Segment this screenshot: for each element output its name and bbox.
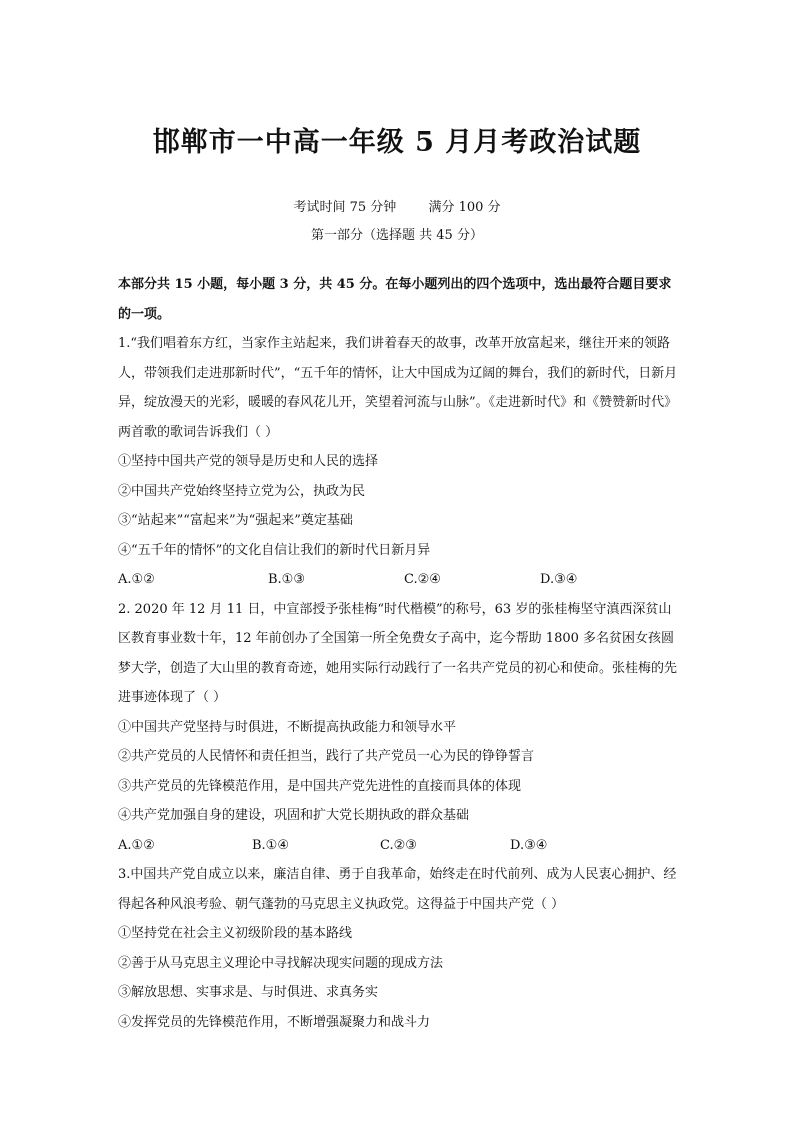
statement-item: ④发挥党员的先锋模范作用，不断增强凝聚力和战斗力 (118, 1014, 431, 1030)
statement-item: ③共产党员的先锋模范作用，是中国共产党先进性的直接而具体的体现 (118, 778, 522, 794)
question-list (118, 270, 678, 1037)
statement-item: ②善于从马克思主义理论中寻找解决现实问题的现成方法 (118, 955, 444, 971)
question-1 (118, 329, 678, 595)
statement-item: ④“五千年的情怀”的文化自信让我们的新时代日新月异 (118, 542, 431, 558)
answer-options (118, 831, 678, 861)
page-title: 邯郸市一中高一年级 5 月月考政治试题 (152, 127, 642, 158)
statement-item: ①中国共产党坚持与时俱进，不断提高执政能力和领导水平 (118, 719, 457, 735)
statement-item: ③解放思想、实事求是、与时俱进、求真务实 (118, 985, 379, 1000)
exam-score: 满分 100 分 (428, 200, 501, 215)
option-d: D.③④ (510, 837, 548, 853)
statement-item: ①坚持中国共产党的领导是历史和人民的选择 (118, 454, 379, 469)
option-c: C.②④ (404, 572, 441, 587)
option-b: B.①④ (252, 837, 289, 853)
statement-item: ②共产党员的人民情怀和责任担当，践行了共产党员一心为民的铮铮誓言 (118, 749, 535, 764)
exam-time: 考试时间 75 分钟 (293, 200, 397, 215)
statement-item: ④共产党加强自身的建设，巩固和扩大党长期执政的群众基础 (118, 808, 470, 823)
statement-item: ①坚持党在社会主义初级阶段的基本路线 (118, 926, 353, 941)
option-a: A.①② (118, 837, 155, 853)
question-stem: 3.中国共产党自成立以来，廉洁自律、勇于自我革命，始终走在时代前列、成为人民衷心拥护、经得起各种风浪考验、朝气蓬勃的马克思主义执政党。这得益于中国共产党（ ） (118, 867, 677, 912)
option-a: A.①② (118, 572, 155, 587)
option-d: D.③④ (540, 572, 578, 587)
answer-options (118, 565, 678, 595)
option-b: B.①③ (268, 572, 305, 587)
question-stem: 2. 2020 年 12 月 11 日，中宣部授予张桂梅“时代楷模”的称号，63 岁的张桂梅坚守滇西深贫山区教育事业数十年，12 年前创办了全国第一所全免费女子高中，迄今帮助 1800 多名贫困女孩圆梦大学，创造了大山里的教育奇迹，她用实际行动践行了一名共产党员的初心和使命。张桂梅的先进事迹体现了（ ） (118, 601, 678, 705)
statement-item: ②中国共产党始终坚持立党为公，执政为民 (118, 483, 366, 499)
exam-meta (0, 196, 794, 215)
option-c: C.②③ (380, 837, 417, 853)
section-heading: 第一部分（选择题 共 45 分） (311, 228, 483, 243)
question-stem: 1.“我们唱着东方红，当家作主站起来，我们讲着春天的故事，改革开放富起来，继往开来的领路人，带领我们走进那新时代”，“五千年的情怀，让大中国成为辽阔的舞台，我们的新时代，日新月异，绽放漫天的光彩，暖暖的春风花儿开，笑望着河流与山脉”。《走进新时代》和《赞赞新时代》两首歌的歌词告诉我们（ ） (118, 336, 678, 440)
statement-item: ③“站起来”“富起来”为“强起来”奠定基础 (118, 513, 353, 528)
question-3 (118, 860, 678, 1037)
question-2 (118, 595, 678, 861)
instructions: 本部分共 15 小题，每小题 3 分，共 45 分。在每小题列出的四个选项中，选出最符合题目要求的一项。 (118, 277, 672, 322)
